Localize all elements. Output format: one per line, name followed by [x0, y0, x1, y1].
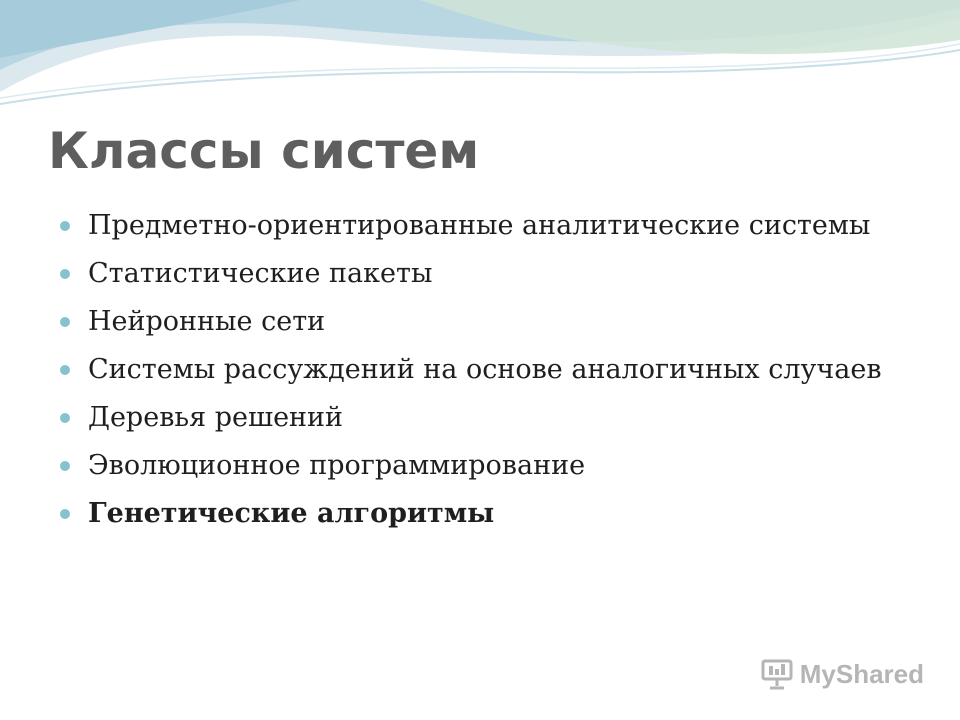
bullet-marker-icon — [60, 269, 70, 279]
bullet-text: Предметно-ориентированные аналитические системы — [88, 210, 871, 241]
bullet-text: Нейронные сети — [88, 306, 326, 337]
bullet-item — [60, 208, 910, 244]
bullet-marker-icon — [60, 461, 70, 471]
bullet-marker-icon — [60, 317, 70, 327]
presentation-board-icon — [760, 657, 794, 691]
bullet-marker-icon — [60, 509, 70, 519]
header-wave-decoration — [0, 0, 960, 120]
bullet-marker-icon — [60, 221, 70, 231]
bullet-marker-icon — [60, 365, 70, 375]
myshared-watermark — [760, 657, 924, 691]
bullet-list — [60, 208, 910, 544]
slide-title: Классы систем — [48, 122, 480, 180]
bullet-marker-icon — [60, 413, 70, 423]
bullet-text: Генетические алгоритмы — [88, 498, 495, 529]
bullet-text: Деревья решений — [88, 402, 344, 433]
bullet-item — [60, 448, 910, 484]
bullet-item — [60, 352, 910, 388]
watermark-text: MyShared — [799, 658, 924, 689]
bullet-item — [60, 304, 910, 340]
bullet-item — [60, 400, 910, 436]
bullet-text: Статистические пакеты — [88, 258, 433, 289]
bullet-item — [60, 496, 910, 532]
bullet-text: Системы рассуждений на основе аналогичных случаев — [88, 354, 882, 385]
bullet-item — [60, 256, 910, 292]
bullet-text: Эволюционное программирование — [88, 450, 586, 481]
